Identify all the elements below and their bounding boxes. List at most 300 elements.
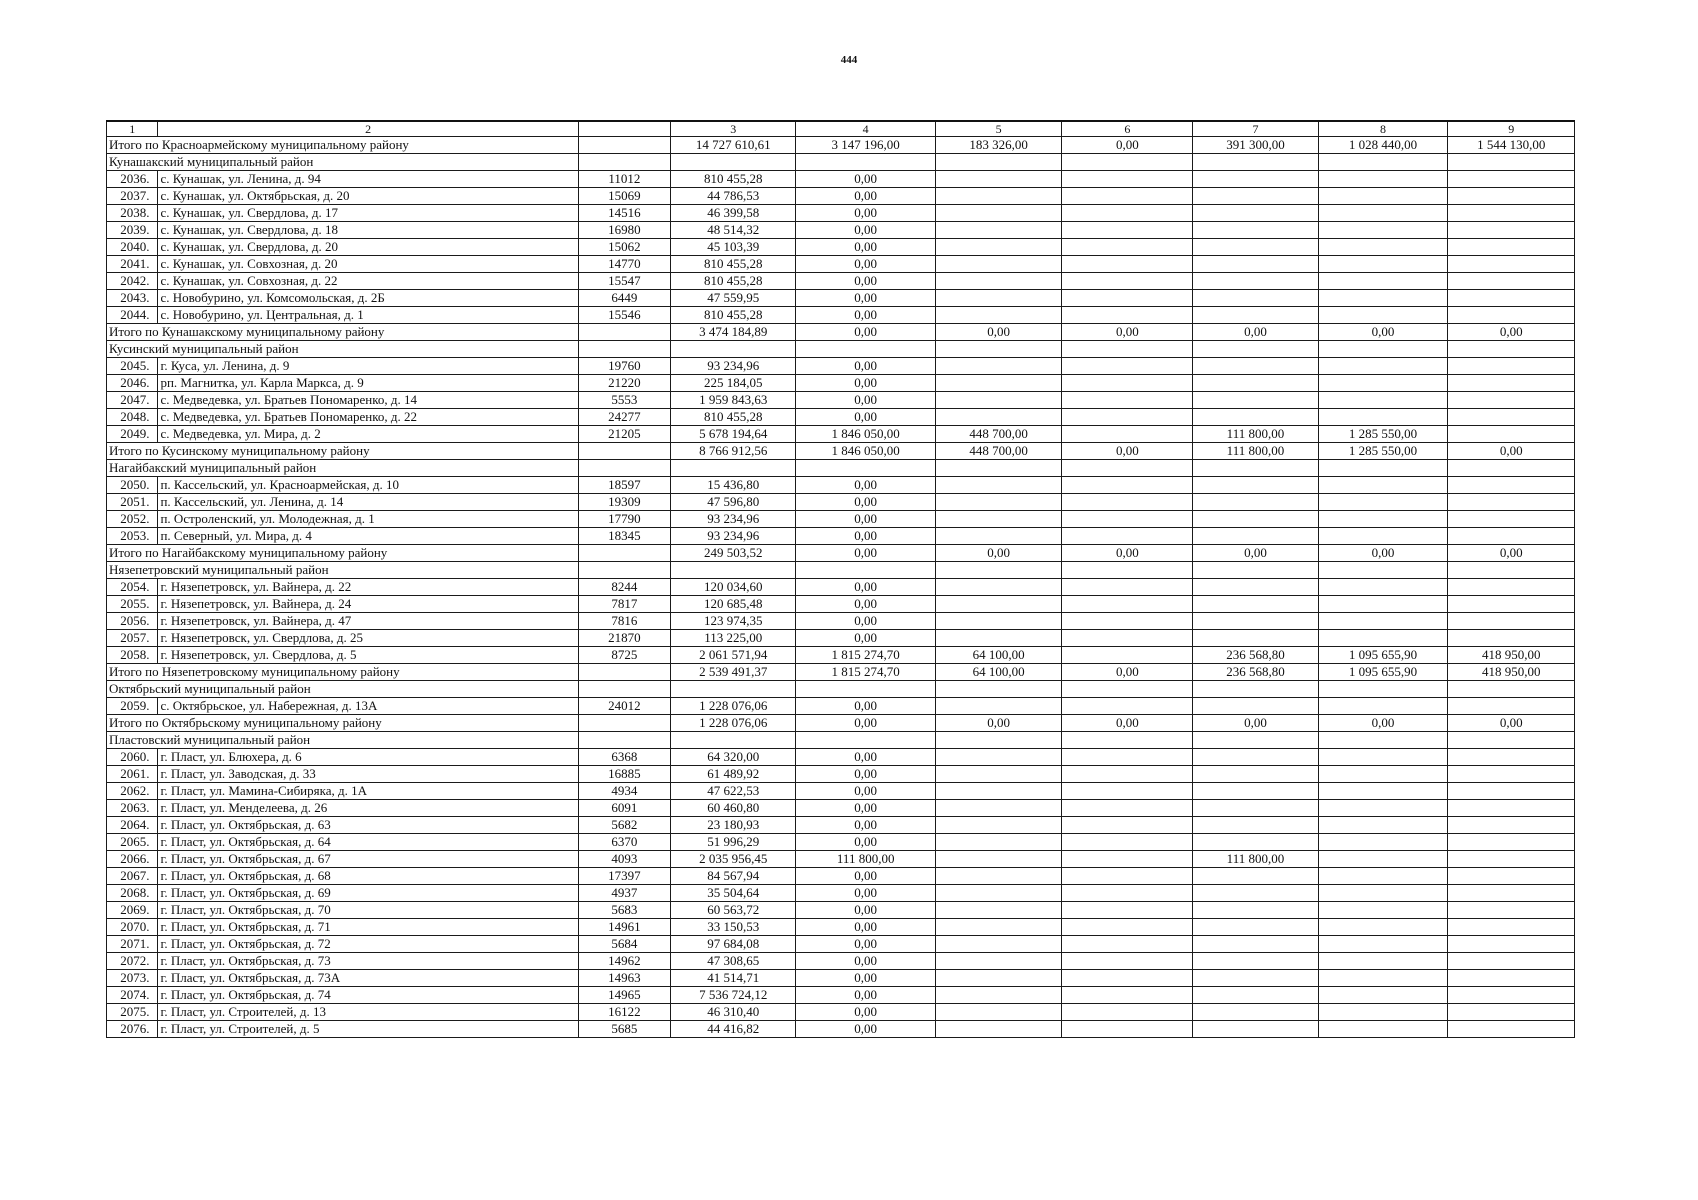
value-col7 <box>1193 409 1318 426</box>
registry-id-cell: 18597 <box>578 477 670 494</box>
total-label: Итого по Красноармейскому муниципальному району <box>107 137 579 154</box>
value-col9 <box>1448 511 1575 528</box>
table-row <box>107 783 1575 800</box>
row-number: 2049. <box>107 426 158 443</box>
value-col4: 0,00 <box>796 392 935 409</box>
row-number: 2074. <box>107 987 158 1004</box>
table-row <box>107 800 1575 817</box>
empty-cell <box>796 562 935 579</box>
value-col6 <box>1062 375 1193 392</box>
value-col9 <box>1448 987 1575 1004</box>
value-col6 <box>1062 800 1193 817</box>
value-col9 <box>1448 239 1575 256</box>
value-col6 <box>1062 579 1193 596</box>
value-col3: 1 228 076,06 <box>671 698 796 715</box>
registry-id-cell: 8244 <box>578 579 670 596</box>
column-header: 8 <box>1318 121 1448 137</box>
row-number: 2070. <box>107 919 158 936</box>
registry-id-cell: 6370 <box>578 834 670 851</box>
total-value-col8: 0,00 <box>1318 715 1448 732</box>
value-col3: 2 035 956,45 <box>671 851 796 868</box>
value-col3: 60 460,80 <box>671 800 796 817</box>
value-col4: 0,00 <box>796 800 935 817</box>
total-value-col8: 1 028 440,00 <box>1318 137 1448 154</box>
value-col8 <box>1318 987 1448 1004</box>
total-value-col7: 391 300,00 <box>1193 137 1318 154</box>
registry-id-cell: 14770 <box>578 256 670 273</box>
value-col8 <box>1318 613 1448 630</box>
table-row <box>107 953 1575 970</box>
registry-id-cell: 16980 <box>578 222 670 239</box>
value-col8 <box>1318 953 1448 970</box>
value-col9 <box>1448 392 1575 409</box>
address-cell: с. Медведевка, ул. Мира, д. 2 <box>158 426 578 443</box>
value-col7 <box>1193 392 1318 409</box>
registry-id-cell: 4937 <box>578 885 670 902</box>
value-col8 <box>1318 579 1448 596</box>
value-col4: 0,00 <box>796 783 935 800</box>
table-row <box>107 919 1575 936</box>
value-col8 <box>1318 936 1448 953</box>
value-col6 <box>1062 188 1193 205</box>
value-col8 <box>1318 358 1448 375</box>
value-col8: 1 095 655,90 <box>1318 647 1448 664</box>
empty-cell <box>1318 341 1448 358</box>
value-col5 <box>935 919 1062 936</box>
empty-cell <box>1448 154 1575 171</box>
value-col6 <box>1062 868 1193 885</box>
table-row <box>107 834 1575 851</box>
value-col4: 0,00 <box>796 902 935 919</box>
value-col8 <box>1318 919 1448 936</box>
table-row <box>107 358 1575 375</box>
registry-id-cell: 7817 <box>578 596 670 613</box>
value-col9 <box>1448 205 1575 222</box>
value-col8 <box>1318 494 1448 511</box>
table-row <box>107 613 1575 630</box>
total-value-col5: 0,00 <box>935 715 1062 732</box>
row-number: 2060. <box>107 749 158 766</box>
address-cell: г. Пласт, ул. Менделеева, д. 26 <box>158 800 578 817</box>
value-col6 <box>1062 783 1193 800</box>
district-name: Кунашакский муниципальный район <box>107 154 579 171</box>
value-col3: 810 455,28 <box>671 409 796 426</box>
address-cell: с. Кунашак, ул. Совхозная, д. 22 <box>158 273 578 290</box>
row-number: 2066. <box>107 851 158 868</box>
address-cell: с. Октябрьское, ул. Набережная, д. 13А <box>158 698 578 715</box>
value-col3: 35 504,64 <box>671 885 796 902</box>
registry-id-cell: 11012 <box>578 171 670 188</box>
district-section-row <box>107 154 1575 171</box>
empty-cell <box>796 154 935 171</box>
total-value-col6: 0,00 <box>1062 324 1193 341</box>
table-row <box>107 290 1575 307</box>
value-col3: 64 320,00 <box>671 749 796 766</box>
empty-cell <box>935 341 1062 358</box>
value-col5 <box>935 477 1062 494</box>
total-value-col4: 3 147 196,00 <box>796 137 935 154</box>
empty-cell <box>1318 562 1448 579</box>
value-col5 <box>935 987 1062 1004</box>
value-col8 <box>1318 511 1448 528</box>
value-col5 <box>935 392 1062 409</box>
value-col6 <box>1062 698 1193 715</box>
district-section-row <box>107 681 1575 698</box>
value-col7 <box>1193 1004 1318 1021</box>
district-total-row <box>107 545 1575 562</box>
total-value-col8: 1 285 550,00 <box>1318 443 1448 460</box>
row-number: 2054. <box>107 579 158 596</box>
value-col9 <box>1448 970 1575 987</box>
value-col8 <box>1318 375 1448 392</box>
value-col4: 1 815 274,70 <box>796 647 935 664</box>
registry-id-cell: 7816 <box>578 613 670 630</box>
empty-cell <box>1448 562 1575 579</box>
total-value-col9: 0,00 <box>1448 545 1575 562</box>
table-row <box>107 188 1575 205</box>
value-col7 <box>1193 239 1318 256</box>
address-cell: с. Кунашак, ул. Свердлова, д. 18 <box>158 222 578 239</box>
value-col5 <box>935 766 1062 783</box>
column-header: 3 <box>671 121 796 137</box>
total-value-col8: 0,00 <box>1318 324 1448 341</box>
value-col6 <box>1062 919 1193 936</box>
value-col5 <box>935 171 1062 188</box>
row-number: 2050. <box>107 477 158 494</box>
total-value-col9: 0,00 <box>1448 715 1575 732</box>
value-col3: 41 514,71 <box>671 970 796 987</box>
row-number: 2075. <box>107 1004 158 1021</box>
value-col8 <box>1318 766 1448 783</box>
empty-cell <box>1193 154 1318 171</box>
total-value-col8: 1 095 655,90 <box>1318 664 1448 681</box>
value-col4: 0,00 <box>796 579 935 596</box>
value-col7 <box>1193 290 1318 307</box>
value-col8 <box>1318 222 1448 239</box>
value-col8 <box>1318 307 1448 324</box>
value-col4: 0,00 <box>796 630 935 647</box>
empty-cell <box>935 562 1062 579</box>
registry-id-cell: 14965 <box>578 987 670 1004</box>
table-row <box>107 307 1575 324</box>
value-col9 <box>1448 273 1575 290</box>
value-col6 <box>1062 596 1193 613</box>
value-col7 <box>1193 307 1318 324</box>
column-header <box>578 121 670 137</box>
total-value-col8: 0,00 <box>1318 545 1448 562</box>
value-col3: 46 310,40 <box>671 1004 796 1021</box>
value-col8 <box>1318 885 1448 902</box>
value-col5 <box>935 579 1062 596</box>
address-cell: г. Пласт, ул. Заводская, д. 33 <box>158 766 578 783</box>
value-col4: 111 800,00 <box>796 851 935 868</box>
value-col8 <box>1318 783 1448 800</box>
column-header: 7 <box>1193 121 1318 137</box>
value-col5 <box>935 851 1062 868</box>
value-col4: 0,00 <box>796 919 935 936</box>
total-value-col6: 0,00 <box>1062 715 1193 732</box>
value-col5 <box>935 613 1062 630</box>
value-col3: 225 184,05 <box>671 375 796 392</box>
district-section-row <box>107 732 1575 749</box>
column-header: 9 <box>1448 121 1575 137</box>
value-col6 <box>1062 647 1193 664</box>
total-label: Итого по Нагайбакскому муниципальному району <box>107 545 579 562</box>
total-value-col3: 2 539 491,37 <box>671 664 796 681</box>
value-col4: 0,00 <box>796 375 935 392</box>
value-col3: 810 455,28 <box>671 307 796 324</box>
address-cell: г. Пласт, ул. Строителей, д. 13 <box>158 1004 578 1021</box>
district-total-row <box>107 137 1575 154</box>
empty-cell <box>935 681 1062 698</box>
address-cell: с. Медведевка, ул. Братьев Пономаренко, д. 22 <box>158 409 578 426</box>
value-col8 <box>1318 596 1448 613</box>
empty-cell <box>578 664 670 681</box>
value-col9 <box>1448 630 1575 647</box>
value-col3: 47 596,80 <box>671 494 796 511</box>
value-col9 <box>1448 936 1575 953</box>
value-col4: 0,00 <box>796 494 935 511</box>
total-value-col4: 1 815 274,70 <box>796 664 935 681</box>
page-number: 444 <box>840 54 858 66</box>
value-col6 <box>1062 528 1193 545</box>
value-col6 <box>1062 630 1193 647</box>
value-col6 <box>1062 613 1193 630</box>
address-cell: г. Пласт, ул. Октябрьская, д. 74 <box>158 987 578 1004</box>
value-col6 <box>1062 902 1193 919</box>
value-col3: 45 103,39 <box>671 239 796 256</box>
registry-id-cell: 4093 <box>578 851 670 868</box>
value-col5 <box>935 936 1062 953</box>
value-col5 <box>935 868 1062 885</box>
value-col6 <box>1062 273 1193 290</box>
registry-id-cell: 5553 <box>578 392 670 409</box>
empty-cell <box>935 154 1062 171</box>
row-number: 2063. <box>107 800 158 817</box>
value-col8 <box>1318 477 1448 494</box>
total-value-col5: 64 100,00 <box>935 664 1062 681</box>
address-cell: г. Пласт, ул. Октябрьская, д. 73 <box>158 953 578 970</box>
registry-id-cell: 14963 <box>578 970 670 987</box>
register-table <box>106 120 1575 1038</box>
value-col4: 0,00 <box>796 834 935 851</box>
value-col4: 0,00 <box>796 171 935 188</box>
total-value-col3: 249 503,52 <box>671 545 796 562</box>
registry-id-cell: 16885 <box>578 766 670 783</box>
value-col3: 120 034,60 <box>671 579 796 596</box>
value-col7 <box>1193 970 1318 987</box>
column-header: 2 <box>158 121 578 137</box>
registry-id-cell: 15546 <box>578 307 670 324</box>
address-cell: п. Кассельский, ул. Ленина, д. 14 <box>158 494 578 511</box>
value-col9 <box>1448 307 1575 324</box>
value-col5 <box>935 358 1062 375</box>
value-col7 <box>1193 630 1318 647</box>
empty-cell <box>578 324 670 341</box>
value-col6 <box>1062 392 1193 409</box>
table-row <box>107 698 1575 715</box>
empty-cell <box>1448 341 1575 358</box>
value-col4: 0,00 <box>796 1004 935 1021</box>
value-col7 <box>1193 205 1318 222</box>
value-col5 <box>935 511 1062 528</box>
value-col6 <box>1062 239 1193 256</box>
address-cell: г. Пласт, ул. Мамина-Сибиряка, д. 1А <box>158 783 578 800</box>
address-cell: г. Куса, ул. Ленина, д. 9 <box>158 358 578 375</box>
value-col7 <box>1193 766 1318 783</box>
value-col8 <box>1318 205 1448 222</box>
empty-cell <box>796 681 935 698</box>
value-col5 <box>935 630 1062 647</box>
registry-id-cell: 16122 <box>578 1004 670 1021</box>
value-col6 <box>1062 851 1193 868</box>
district-total-row <box>107 715 1575 732</box>
value-col3: 810 455,28 <box>671 256 796 273</box>
table-row <box>107 766 1575 783</box>
value-col5 <box>935 1004 1062 1021</box>
value-col7 <box>1193 256 1318 273</box>
table-row <box>107 392 1575 409</box>
column-header: 1 <box>107 121 158 137</box>
value-col4: 0,00 <box>796 613 935 630</box>
address-cell: рп. Магнитка, ул. Карла Маркса, д. 9 <box>158 375 578 392</box>
value-col3: 48 514,32 <box>671 222 796 239</box>
value-col5 <box>935 902 1062 919</box>
value-col4: 0,00 <box>796 307 935 324</box>
table-row <box>107 647 1575 664</box>
registry-id-cell: 6368 <box>578 749 670 766</box>
row-number: 2040. <box>107 239 158 256</box>
address-cell: г. Пласт, ул. Октябрьская, д. 67 <box>158 851 578 868</box>
district-name: Пластовский муниципальный район <box>107 732 579 749</box>
value-col3: 113 225,00 <box>671 630 796 647</box>
value-col8: 1 285 550,00 <box>1318 426 1448 443</box>
row-number: 2036. <box>107 171 158 188</box>
value-col5 <box>935 290 1062 307</box>
empty-cell <box>578 732 670 749</box>
value-col9 <box>1448 256 1575 273</box>
value-col5 <box>935 970 1062 987</box>
value-col4: 0,00 <box>796 409 935 426</box>
table-row <box>107 222 1575 239</box>
value-col6 <box>1062 290 1193 307</box>
value-col7 <box>1193 1021 1318 1038</box>
value-col4: 0,00 <box>796 511 935 528</box>
value-col3: 47 622,53 <box>671 783 796 800</box>
value-col7 <box>1193 477 1318 494</box>
empty-cell <box>1448 732 1575 749</box>
total-value-col7: 0,00 <box>1193 715 1318 732</box>
value-col4: 0,00 <box>796 1021 935 1038</box>
value-col9 <box>1448 834 1575 851</box>
value-col9 <box>1448 477 1575 494</box>
value-col8 <box>1318 392 1448 409</box>
empty-cell <box>578 154 670 171</box>
value-col8 <box>1318 1004 1448 1021</box>
value-col5 <box>935 273 1062 290</box>
value-col7 <box>1193 528 1318 545</box>
empty-cell <box>1448 681 1575 698</box>
table-row <box>107 987 1575 1004</box>
address-cell: г. Пласт, ул. Блюхера, д. 6 <box>158 749 578 766</box>
total-value-col7: 111 800,00 <box>1193 443 1318 460</box>
registry-id-cell: 18345 <box>578 528 670 545</box>
value-col8 <box>1318 630 1448 647</box>
value-col5 <box>935 1021 1062 1038</box>
registry-id-cell: 17397 <box>578 868 670 885</box>
value-col3: 15 436,80 <box>671 477 796 494</box>
registry-id-cell: 21220 <box>578 375 670 392</box>
address-cell: п. Северный, ул. Мира, д. 4 <box>158 528 578 545</box>
row-number: 2059. <box>107 698 158 715</box>
registry-id-cell: 5683 <box>578 902 670 919</box>
row-number: 2037. <box>107 188 158 205</box>
value-col7 <box>1193 936 1318 953</box>
value-col3: 5 678 194,64 <box>671 426 796 443</box>
value-col4: 0,00 <box>796 222 935 239</box>
value-col6 <box>1062 256 1193 273</box>
row-number: 2053. <box>107 528 158 545</box>
value-col4: 0,00 <box>796 273 935 290</box>
value-col9: 418 950,00 <box>1448 647 1575 664</box>
row-number: 2064. <box>107 817 158 834</box>
value-col3: 51 996,29 <box>671 834 796 851</box>
empty-cell <box>935 460 1062 477</box>
value-col4: 0,00 <box>796 766 935 783</box>
value-col8 <box>1318 528 1448 545</box>
registry-id-cell: 14516 <box>578 205 670 222</box>
value-col5 <box>935 222 1062 239</box>
total-value-col9: 0,00 <box>1448 443 1575 460</box>
address-cell: г. Пласт, ул. Октябрьская, д. 71 <box>158 919 578 936</box>
value-col5: 64 100,00 <box>935 647 1062 664</box>
value-col6 <box>1062 817 1193 834</box>
value-col5: 448 700,00 <box>935 426 1062 443</box>
empty-cell <box>578 715 670 732</box>
row-number: 2044. <box>107 307 158 324</box>
district-name: Кусинский муниципальный район <box>107 341 579 358</box>
empty-cell <box>578 545 670 562</box>
value-col4: 0,00 <box>796 749 935 766</box>
value-col9 <box>1448 375 1575 392</box>
row-number: 2043. <box>107 290 158 307</box>
table-row <box>107 528 1575 545</box>
total-value-col5: 183 326,00 <box>935 137 1062 154</box>
value-col8 <box>1318 409 1448 426</box>
address-cell: г. Пласт, ул. Октябрьская, д. 63 <box>158 817 578 834</box>
empty-cell <box>578 443 670 460</box>
total-value-col7: 0,00 <box>1193 545 1318 562</box>
row-number: 2046. <box>107 375 158 392</box>
empty-cell <box>578 341 670 358</box>
value-col3: 93 234,96 <box>671 358 796 375</box>
column-header: 6 <box>1062 121 1193 137</box>
total-label: Итого по Кунашакскому муниципальному району <box>107 324 579 341</box>
empty-cell <box>671 562 796 579</box>
row-number: 2069. <box>107 902 158 919</box>
value-col6 <box>1062 358 1193 375</box>
district-total-row <box>107 324 1575 341</box>
value-col3: 7 536 724,12 <box>671 987 796 1004</box>
value-col4: 0,00 <box>796 970 935 987</box>
registry-id-cell: 6449 <box>578 290 670 307</box>
value-col5 <box>935 783 1062 800</box>
value-col7 <box>1193 698 1318 715</box>
table-row <box>107 171 1575 188</box>
value-col6 <box>1062 409 1193 426</box>
empty-cell <box>671 341 796 358</box>
value-col9 <box>1448 817 1575 834</box>
